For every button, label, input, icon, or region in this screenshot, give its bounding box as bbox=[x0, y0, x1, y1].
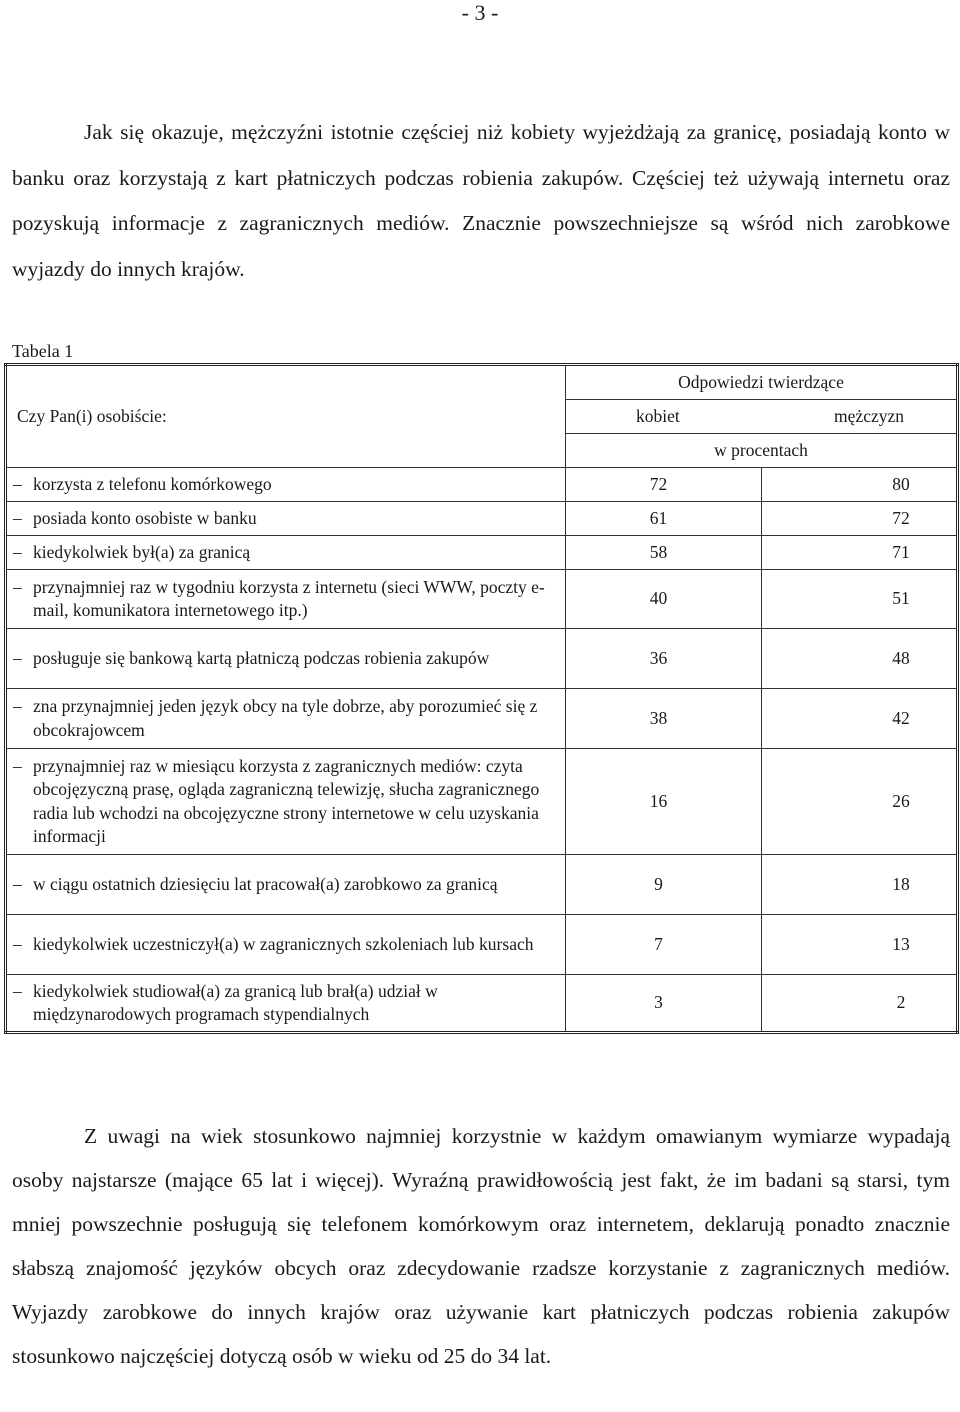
men-value: 18 bbox=[762, 855, 958, 915]
table-row bbox=[6, 502, 958, 536]
col-men-header: mężczyzn bbox=[762, 400, 958, 434]
group-header: Odpowiedzi twierdzące bbox=[566, 365, 958, 400]
table-row bbox=[6, 536, 958, 570]
bullet-dash: – bbox=[13, 647, 22, 668]
women-value: 58 bbox=[566, 536, 762, 570]
table-row bbox=[6, 915, 958, 975]
women-value: 72 bbox=[566, 468, 762, 502]
row-label-cell bbox=[6, 689, 566, 749]
table-row bbox=[6, 570, 958, 629]
men-value: 48 bbox=[762, 629, 958, 689]
table-row bbox=[6, 629, 958, 689]
intro-paragraph: Jak się okazuje, mężczyźni istotnie częściej niż kobiety wyjeżdżają za granicę, posiadają konto w banku oraz korzystają z kart płatniczych podczas robienia zakupów. Częściej też używają internetu oraz pozyskują informacje z zagranicznych mediów. Znacznie powszechniejsze są wśród nich zarobkowe wyjazdy do innych krajów. bbox=[12, 120, 950, 281]
row-label-cell bbox=[6, 749, 566, 855]
men-value: 42 bbox=[762, 689, 958, 749]
table-row bbox=[6, 749, 958, 855]
women-value: 16 bbox=[566, 749, 762, 855]
outro-paragraph-container bbox=[12, 1114, 950, 1378]
outro-paragraph: Z uwagi na wiek stosunkowo najmniej korzystnie w każdym omawianym wymiarze wypadają osoby najstarsze (mające 65 lat i więcej). Wyraźną prawidłowością jest fakt, że im badani są starsi, tym mniej powszechnie posługują się telefonem komórkowym oraz internetem, deklarują ponadto znacznie słabszą znajomość języków obcych oraz zdecydowanie rzadsze korzystanie z zagranicznych mediów. Wyjazdy zarobkowe do innych krajów oraz używanie kart płatniczych podczas robienia zakupów stosunkowo najczęściej dotyczą osób w wieku od 25 do 34 lat. bbox=[12, 1124, 950, 1368]
question-header: Czy Pan(i) osobiście: bbox=[6, 365, 566, 468]
bullet-dash: – bbox=[13, 933, 22, 954]
row-label-cell bbox=[6, 502, 566, 536]
row-label-cell bbox=[6, 915, 566, 975]
row-label: posiada konto osobiste w banku bbox=[33, 507, 257, 528]
women-value: 38 bbox=[566, 689, 762, 749]
men-value: 80 bbox=[762, 468, 958, 502]
bullet-dash: – bbox=[13, 980, 22, 1001]
unit-header: w procentach bbox=[566, 434, 958, 468]
row-label: zna przynajmniej jeden język obcy na tyle dobrze, aby porozumieć się z obcokrajowcem bbox=[33, 696, 538, 740]
row-label: przynajmniej raz w tygodniu korzysta z internetu (sieci WWW, poczty e-mail, komunikatora internetowego itp.) bbox=[33, 576, 545, 620]
bullet-dash: – bbox=[13, 873, 22, 894]
row-label: korzysta z telefonu komórkowego bbox=[33, 473, 272, 494]
row-label-cell bbox=[6, 570, 566, 629]
women-value: 3 bbox=[566, 975, 762, 1033]
women-value: 40 bbox=[566, 570, 762, 629]
men-value: 72 bbox=[762, 502, 958, 536]
men-value: 13 bbox=[762, 915, 958, 975]
men-value: 71 bbox=[762, 536, 958, 570]
intro-paragraph-container bbox=[12, 110, 950, 292]
table-header-row bbox=[6, 365, 958, 400]
row-label: posługuje się bankową kartą płatniczą podczas robienia zakupów bbox=[33, 647, 490, 668]
row-label-cell bbox=[6, 468, 566, 502]
table-row bbox=[6, 468, 958, 502]
table-row bbox=[6, 855, 958, 915]
row-label-cell bbox=[6, 975, 566, 1033]
men-value: 26 bbox=[762, 749, 958, 855]
women-value: 36 bbox=[566, 629, 762, 689]
survey-table bbox=[4, 363, 959, 1034]
table-row bbox=[6, 689, 958, 749]
row-label: przynajmniej raz w miesiącu korzysta z zagranicznych mediów: czyta obcojęzyczną prasę, ogląda zagraniczną telewizję, słucha zagranicznego radia lub wchodzi na obcojęzyczne strony internetowe w celu uzyskania informacji bbox=[33, 755, 540, 846]
row-label: kiedykolwiek był(a) za granicą bbox=[33, 541, 251, 562]
row-label-cell bbox=[6, 855, 566, 915]
col-women-header: kobiet bbox=[566, 400, 762, 434]
table-caption: Tabela 1 bbox=[12, 341, 74, 361]
row-label: w ciągu ostatnich dziesięciu lat pracował(a) zarobkowo za granicą bbox=[33, 873, 498, 894]
table-row bbox=[6, 975, 958, 1033]
table-body bbox=[6, 468, 958, 1033]
bullet-dash: – bbox=[13, 696, 22, 716]
women-value: 9 bbox=[566, 855, 762, 915]
bullet-dash: – bbox=[13, 473, 22, 494]
bullet-dash: – bbox=[13, 541, 22, 562]
row-label-cell bbox=[6, 629, 566, 689]
row-label-cell bbox=[6, 536, 566, 570]
row-label: kiedykolwiek uczestniczył(a) w zagranicznych szkoleniach lub kursach bbox=[33, 933, 534, 954]
page-number: - 3 - bbox=[461, 0, 499, 25]
bullet-dash: – bbox=[13, 755, 22, 776]
men-value: 2 bbox=[762, 975, 958, 1033]
women-value: 61 bbox=[566, 502, 762, 536]
row-label: kiedykolwiek studiował(a) za granicą lub brał(a) udział w międzynarodowych programach stypendialnych bbox=[33, 980, 438, 1024]
men-value: 51 bbox=[762, 570, 958, 629]
bullet-dash: – bbox=[13, 507, 22, 528]
women-value: 7 bbox=[566, 915, 762, 975]
bullet-dash: – bbox=[13, 576, 22, 597]
